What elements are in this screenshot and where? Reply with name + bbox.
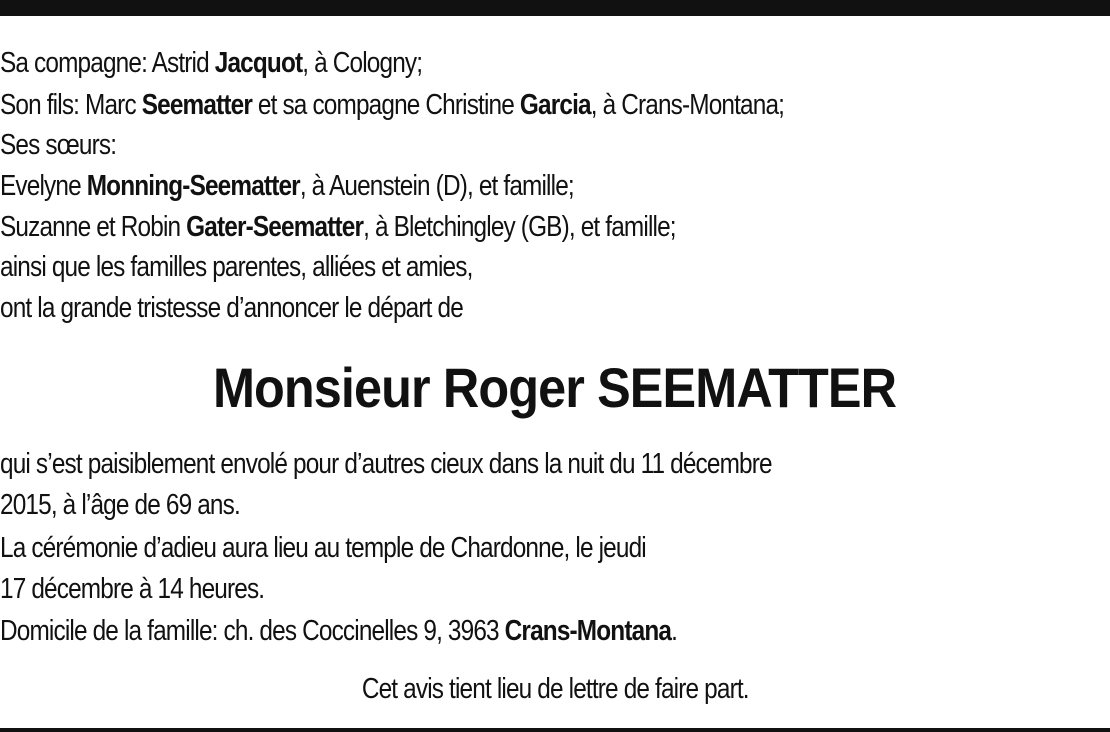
sister2-line — [0, 211, 932, 243]
son-prefix: Son fils: Marc — [0, 89, 142, 121]
ceremony-line-2: 17 décembre à 14 heures. — [0, 573, 265, 605]
son-suffix: , à Crans-Montana; — [590, 89, 785, 121]
deceased-name-headline — [0, 348, 1110, 428]
deceased-name: Monsieur Roger SEEMATTER — [213, 356, 897, 419]
death-line-1: qui s’est paisiblement envolé pour d’autres cieux dans la nuit du 11 décembre — [0, 448, 772, 480]
companion-line — [0, 47, 932, 79]
sister2-prefix: Suzanne et Robin — [0, 211, 187, 243]
death-line-2: 2015, à l’âge de 69 ans. — [0, 489, 240, 521]
sisters-heading: Ses sœurs: — [0, 129, 117, 161]
son-name: Seematter — [141, 89, 252, 121]
sister1-line — [0, 170, 932, 202]
companion-prefix: Sa compagne: Astrid — [0, 47, 215, 79]
son-partner-name: Garcia — [519, 89, 591, 121]
sister2-name: Gater-Seematter — [186, 211, 364, 243]
sister1-prefix: Evelyne — [0, 170, 87, 202]
relatives-line: ainsi que les familles parentes, alliées et amies, — [0, 251, 473, 283]
ceremony-line-1: La cérémonie d’adieu aura lieu au temple de Chardonne, le jeudi — [0, 532, 646, 564]
son-line — [0, 89, 932, 121]
son-middle: et sa compagne Christine — [251, 89, 520, 121]
sister1-name: Monning-Seematter — [86, 170, 300, 202]
domicile-prefix: Domicile de la famille: ch. des Coccinelles 9, 3963 — [0, 615, 505, 647]
bottom-border-rule — [0, 728, 1110, 732]
top-border-rule — [0, 0, 1110, 16]
announcement-line: ont la grande tristesse d’annoncer le départ de — [0, 292, 463, 324]
companion-name: Jacquot — [214, 47, 303, 79]
sister1-suffix: , à Auenstein (D), et famille; — [299, 170, 574, 202]
domicile-suffix: . — [671, 615, 678, 647]
closing-line — [0, 673, 1110, 705]
sister2-suffix: , à Bletchingley (GB), et famille; — [363, 211, 676, 243]
domicile-line — [0, 615, 932, 647]
companion-suffix: , à Cologny; — [302, 47, 423, 79]
closing-text: Cet avis tient lieu de lettre de faire part. — [361, 673, 749, 705]
domicile-place: Crans-Montana — [504, 615, 672, 647]
